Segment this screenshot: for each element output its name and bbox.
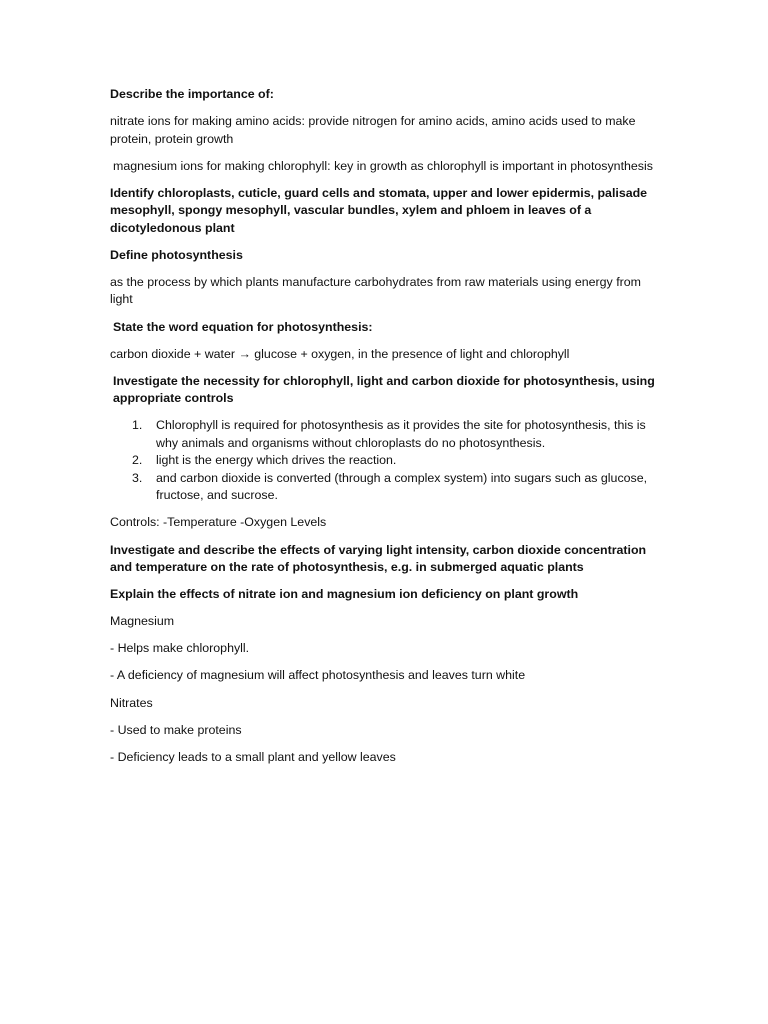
heading-effects: Investigate and describe the effects of varying light intensity, carbon dioxide concentration and temperature on the rate of photosynthesis, e.g. in submerged aquatic plants xyxy=(110,542,647,575)
nitrates-point-1: - Used to make proteins xyxy=(110,722,242,737)
heading-importance: Describe the importance of: xyxy=(110,87,274,101)
heading-identify: Identify chloroplasts, cuticle, guard cells and stomata, upper and lower epidermis, palisade mesophyll, spongy mesophyll, vascular bundles, xylem and phloem in leaves of a dicotyledonous plant xyxy=(110,185,648,235)
list-item-text: Chlorophyll is required for photosynthesis as it provides the site for photosynthesis, this is why animals and organisms without chloroplasts do no photosynthesis. xyxy=(156,418,646,450)
magnesium-point-2: - A deficiency of magnesium will affect photosynthesis and leaves turn white xyxy=(110,668,526,683)
list-item-text: and carbon dioxide is converted (through a complex system) into sugars such as glucose, fructose, and sucrose. xyxy=(156,470,648,503)
equation-paragraph: carbon dioxide + water → glucose + oxygen, in the presence of light and chlorophyll xyxy=(110,346,570,361)
heading-necessity: Investigate the necessity for chlorophyll, light and carbon dioxide for photosynthesis, using appropriate controls xyxy=(113,373,655,406)
nitrate-paragraph: nitrate ions for making amino acids: provide nitrogen for amino acids, amino acids used to make protein, protein growth xyxy=(110,114,636,146)
list-item-number: 1. xyxy=(132,418,143,433)
define-paragraph: as the process by which plants manufacture carbohydrates from raw materials using energy from light xyxy=(110,274,641,307)
list-item xyxy=(110,417,658,452)
document-page xyxy=(110,86,658,776)
list-item-number: 2. xyxy=(132,453,143,468)
magnesium-point-1: - Helps make chlorophyll. xyxy=(110,641,250,656)
heading-define: Define photosynthesis xyxy=(110,247,243,262)
nitrates-point-2: - Deficiency leads to a small plant and yellow leaves xyxy=(110,749,396,764)
heading-deficiency: Explain the effects of nitrate ion and magnesium ion deficiency on plant growth xyxy=(110,587,579,602)
magnesium-paragraph: magnesium ions for making chlorophyll: key in growth as chlorophyll is important in photosynthesis xyxy=(113,158,653,173)
controls-paragraph: Controls: -Temperature -Oxygen Levels xyxy=(110,515,327,530)
list-item-number: 3. xyxy=(132,470,143,485)
heading-equation: State the word equation for photosynthesis: xyxy=(113,319,373,334)
list-item-text: light is the energy which drives the reaction. xyxy=(156,453,397,468)
list-item xyxy=(110,452,658,470)
list-item xyxy=(110,470,658,505)
necessity-list xyxy=(110,417,658,505)
magnesium-label: Magnesium xyxy=(110,614,175,629)
nitrates-label: Nitrates xyxy=(110,695,153,710)
